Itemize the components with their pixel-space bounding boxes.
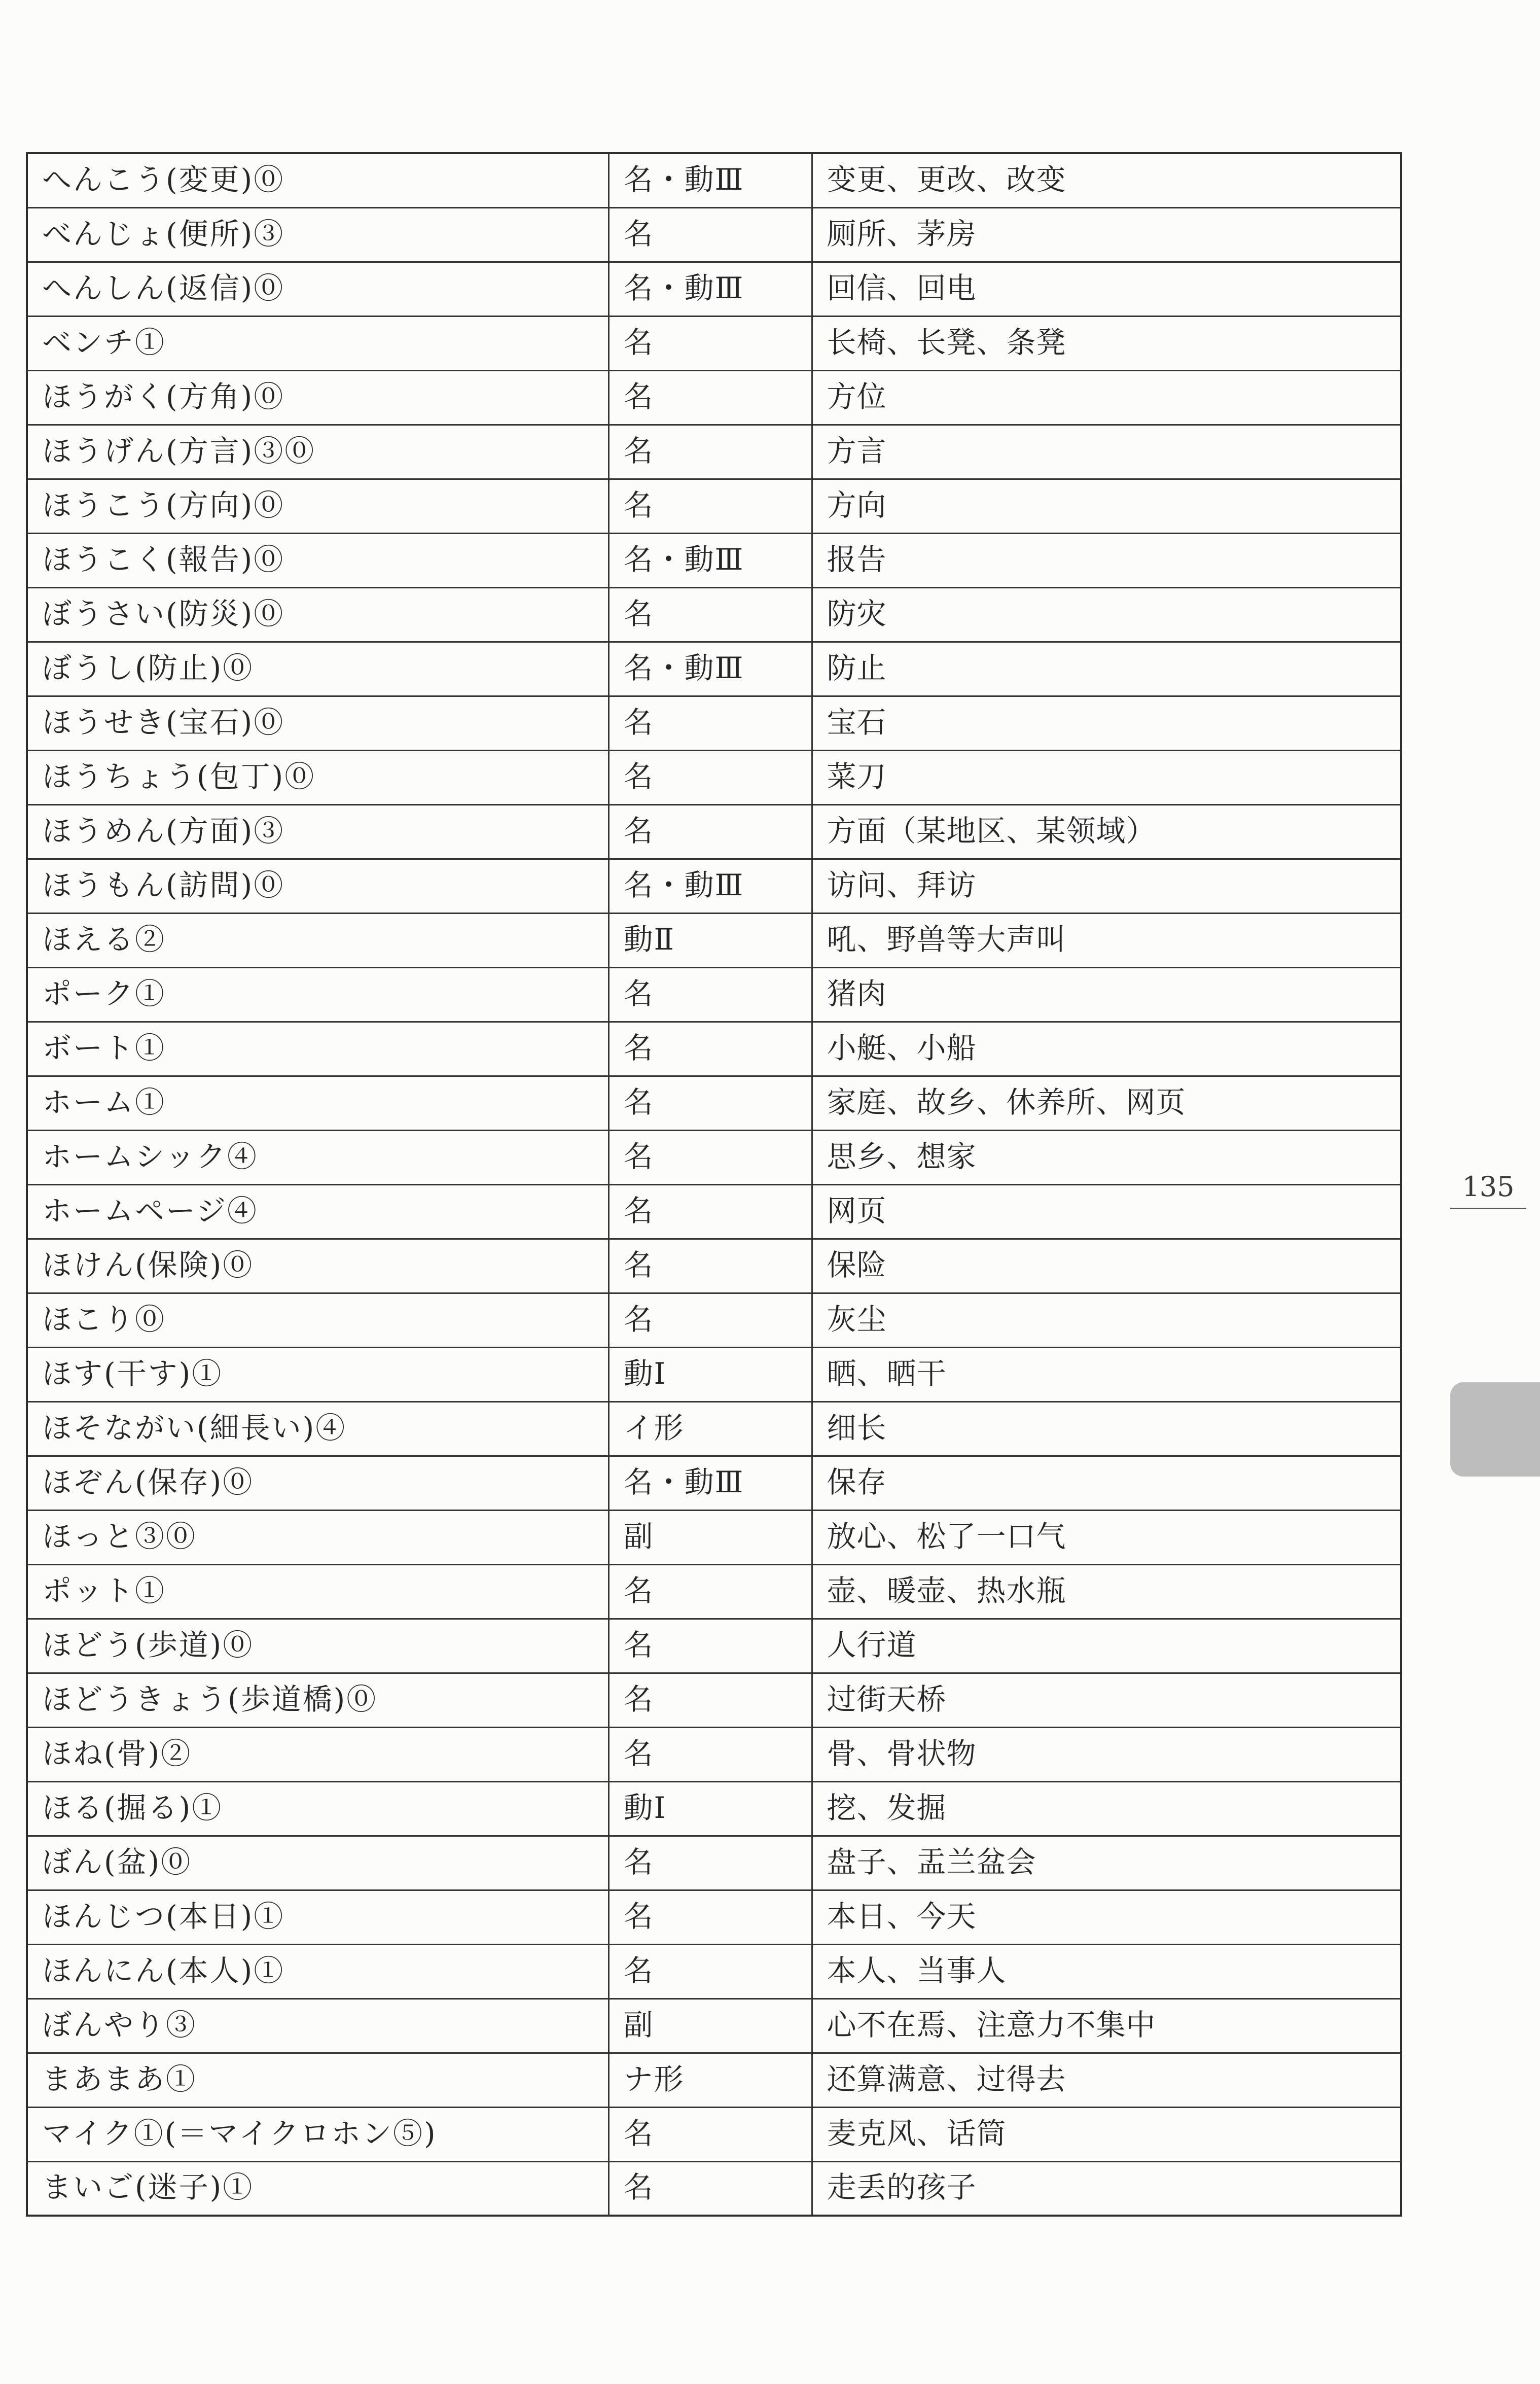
meaning-cell: 过街天桥 xyxy=(812,1673,1401,1727)
meaning-cell: 宝石 xyxy=(812,696,1401,750)
table-row xyxy=(27,207,1401,262)
table-row xyxy=(27,1727,1401,1781)
part-of-speech-cell: 名 xyxy=(608,1239,812,1293)
table-row xyxy=(27,533,1401,587)
table-row xyxy=(27,370,1401,425)
table-row xyxy=(27,967,1401,1022)
table-row xyxy=(27,1456,1401,1510)
part-of-speech-cell: 名 xyxy=(608,1076,812,1130)
meaning-cell: 人行道 xyxy=(812,1619,1401,1673)
meaning-cell: 晒、晒干 xyxy=(812,1347,1401,1401)
meaning-cell: 骨、骨状物 xyxy=(812,1727,1401,1781)
meaning-cell: 吼、野兽等大声叫 xyxy=(812,913,1401,967)
word-cell: ほっと③⓪ xyxy=(27,1510,608,1564)
table-row xyxy=(27,859,1401,913)
table-row xyxy=(27,1293,1401,1347)
page-number: 135 xyxy=(1450,1171,1526,1209)
meaning-cell: 厕所、茅房 xyxy=(812,207,1401,262)
meaning-cell: 长椅、长凳、条凳 xyxy=(812,316,1401,370)
meaning-cell: 本日、今天 xyxy=(812,1890,1401,1944)
part-of-speech-cell: 名 xyxy=(608,696,812,750)
meaning-cell: 访问、拜访 xyxy=(812,859,1401,913)
part-of-speech-cell: 名 xyxy=(608,1022,812,1076)
part-of-speech-cell: 名 xyxy=(608,370,812,425)
part-of-speech-cell: 名 xyxy=(608,1130,812,1184)
table-row xyxy=(27,1944,1401,1999)
part-of-speech-cell: 名 xyxy=(608,316,812,370)
meaning-cell: 方向 xyxy=(812,479,1401,533)
meaning-cell: 防灾 xyxy=(812,587,1401,642)
meaning-cell: 报告 xyxy=(812,533,1401,587)
part-of-speech-cell: 動Ⅰ xyxy=(608,1781,812,1836)
word-cell: ほす(干す)① xyxy=(27,1347,608,1401)
meaning-cell: 走丢的孩子 xyxy=(812,2161,1401,2216)
table-row xyxy=(27,1890,1401,1944)
word-cell: ほうがく(方角)⓪ xyxy=(27,370,608,425)
meaning-cell: 心不在焉、注意力不集中 xyxy=(812,1999,1401,2053)
table-row xyxy=(27,2053,1401,2107)
meaning-cell: 回信、回电 xyxy=(812,262,1401,316)
meaning-cell: 防止 xyxy=(812,642,1401,696)
part-of-speech-cell: 名 xyxy=(608,1890,812,1944)
part-of-speech-cell: 名 xyxy=(608,479,812,533)
word-cell: ほる(掘る)① xyxy=(27,1781,608,1836)
table-row xyxy=(27,642,1401,696)
table-row xyxy=(27,2161,1401,2216)
word-cell: ぼうさい(防災)⓪ xyxy=(27,587,608,642)
part-of-speech-cell: 名・動Ⅲ xyxy=(608,859,812,913)
part-of-speech-cell: 名・動Ⅲ xyxy=(608,1456,812,1510)
part-of-speech-cell: ナ形 xyxy=(608,2053,812,2107)
word-cell: べんじょ(便所)③ xyxy=(27,207,608,262)
table-row xyxy=(27,1076,1401,1130)
part-of-speech-cell: 動Ⅰ xyxy=(608,1347,812,1401)
word-cell: ほうもん(訪問)⓪ xyxy=(27,859,608,913)
meaning-cell: 保险 xyxy=(812,1239,1401,1293)
table-row xyxy=(27,913,1401,967)
part-of-speech-cell: 動Ⅱ xyxy=(608,913,812,967)
table-row xyxy=(27,750,1401,804)
word-cell: ほどうきょう(歩道橋)⓪ xyxy=(27,1673,608,1727)
word-cell: ほうこく(報告)⓪ xyxy=(27,533,608,587)
part-of-speech-cell: 名・動Ⅲ xyxy=(608,642,812,696)
table-row xyxy=(27,1022,1401,1076)
word-cell: ホーム① xyxy=(27,1076,608,1130)
part-of-speech-cell: 名 xyxy=(608,804,812,859)
table-row xyxy=(27,1836,1401,1890)
word-cell: ぼうし(防止)⓪ xyxy=(27,642,608,696)
part-of-speech-cell: 名 xyxy=(608,1293,812,1347)
word-cell: ほうげん(方言)③⓪ xyxy=(27,425,608,479)
word-cell: ほどう(歩道)⓪ xyxy=(27,1619,608,1673)
table-row xyxy=(27,1999,1401,2053)
part-of-speech-cell: 名 xyxy=(608,1564,812,1619)
thumb-index-tab xyxy=(1450,1382,1540,1477)
meaning-cell: 方面（某地区、某领域） xyxy=(812,804,1401,859)
meaning-cell: 网页 xyxy=(812,1184,1401,1239)
word-cell: マイク①(＝マイクロホン⑤) xyxy=(27,2107,608,2161)
word-cell: ポーク① xyxy=(27,967,608,1022)
word-cell: ベンチ① xyxy=(27,316,608,370)
meaning-cell: 放心、松了一口气 xyxy=(812,1510,1401,1564)
part-of-speech-cell: 名 xyxy=(608,967,812,1022)
table-row xyxy=(27,1347,1401,1401)
part-of-speech-cell: 名 xyxy=(608,1727,812,1781)
part-of-speech-cell: 副 xyxy=(608,1510,812,1564)
part-of-speech-cell: 名 xyxy=(608,1836,812,1890)
word-cell: ほぞん(保存)⓪ xyxy=(27,1456,608,1510)
meaning-cell: 盘子、盂兰盆会 xyxy=(812,1836,1401,1890)
part-of-speech-cell: 名 xyxy=(608,587,812,642)
word-cell: ほけん(保険)⓪ xyxy=(27,1239,608,1293)
part-of-speech-cell: イ形 xyxy=(608,1401,812,1456)
part-of-speech-cell: 名 xyxy=(608,750,812,804)
meaning-cell: 挖、发掘 xyxy=(812,1781,1401,1836)
table-row xyxy=(27,1184,1401,1239)
part-of-speech-cell: 名・動Ⅲ xyxy=(608,262,812,316)
meaning-cell: 方言 xyxy=(812,425,1401,479)
table-row xyxy=(27,1564,1401,1619)
word-cell: ほうせき(宝石)⓪ xyxy=(27,696,608,750)
word-cell: まいご(迷子)① xyxy=(27,2161,608,2216)
table-row xyxy=(27,1130,1401,1184)
vocabulary-table xyxy=(26,152,1402,2217)
word-cell: へんしん(返信)⓪ xyxy=(27,262,608,316)
word-cell: ボート① xyxy=(27,1022,608,1076)
part-of-speech-cell: 名 xyxy=(608,1944,812,1999)
table-row xyxy=(27,1510,1401,1564)
table-row xyxy=(27,587,1401,642)
meaning-cell: 麦克风、话筒 xyxy=(812,2107,1401,2161)
part-of-speech-cell: 副 xyxy=(608,1999,812,2053)
table-row xyxy=(27,153,1401,207)
part-of-speech-cell: 名・動Ⅲ xyxy=(608,533,812,587)
meaning-cell: 壶、暖壶、热水瓶 xyxy=(812,1564,1401,1619)
table-row xyxy=(27,316,1401,370)
table-row xyxy=(27,1239,1401,1293)
meaning-cell: 灰尘 xyxy=(812,1293,1401,1347)
meaning-cell: 保存 xyxy=(812,1456,1401,1510)
part-of-speech-cell: 名 xyxy=(608,425,812,479)
table-row xyxy=(27,1619,1401,1673)
meaning-cell: 变更、更改、改变 xyxy=(812,153,1401,207)
word-cell: ほえる② xyxy=(27,913,608,967)
vocabulary-table-body xyxy=(27,153,1401,2216)
meaning-cell: 本人、当事人 xyxy=(812,1944,1401,1999)
meaning-cell: 细长 xyxy=(812,1401,1401,1456)
meaning-cell: 猪肉 xyxy=(812,967,1401,1022)
word-cell: ホームシック④ xyxy=(27,1130,608,1184)
part-of-speech-cell: 名・動Ⅲ xyxy=(608,153,812,207)
word-cell: へんこう(変更)⓪ xyxy=(27,153,608,207)
word-cell: ほうこう(方向)⓪ xyxy=(27,479,608,533)
word-cell: まあまあ① xyxy=(27,2053,608,2107)
word-cell: ほんにん(本人)① xyxy=(27,1944,608,1999)
table-row xyxy=(27,696,1401,750)
meaning-cell: 思乡、想家 xyxy=(812,1130,1401,1184)
part-of-speech-cell: 名 xyxy=(608,1673,812,1727)
part-of-speech-cell: 名 xyxy=(608,1184,812,1239)
table-row xyxy=(27,1673,1401,1727)
meaning-cell: 家庭、故乡、休养所、网页 xyxy=(812,1076,1401,1130)
word-cell: ぼんやり③ xyxy=(27,1999,608,2053)
meaning-cell: 方位 xyxy=(812,370,1401,425)
table-row xyxy=(27,479,1401,533)
part-of-speech-cell: 名 xyxy=(608,1619,812,1673)
table-row xyxy=(27,425,1401,479)
table-row xyxy=(27,2107,1401,2161)
word-cell: ほんじつ(本日)① xyxy=(27,1890,608,1944)
word-cell: ほこり⓪ xyxy=(27,1293,608,1347)
word-cell: ほうめん(方面)③ xyxy=(27,804,608,859)
table-row xyxy=(27,1781,1401,1836)
meaning-cell: 菜刀 xyxy=(812,750,1401,804)
table-row xyxy=(27,1401,1401,1456)
word-cell: ほね(骨)② xyxy=(27,1727,608,1781)
word-cell: ほそながい(細長い)④ xyxy=(27,1401,608,1456)
meaning-cell: 小艇、小船 xyxy=(812,1022,1401,1076)
table-row xyxy=(27,804,1401,859)
word-cell: ホームページ④ xyxy=(27,1184,608,1239)
meaning-cell: 还算满意、过得去 xyxy=(812,2053,1401,2107)
table-row xyxy=(27,262,1401,316)
part-of-speech-cell: 名 xyxy=(608,2161,812,2216)
word-cell: ほうちょう(包丁)⓪ xyxy=(27,750,608,804)
word-cell: ポット① xyxy=(27,1564,608,1619)
word-cell: ぼん(盆)⓪ xyxy=(27,1836,608,1890)
part-of-speech-cell: 名 xyxy=(608,2107,812,2161)
part-of-speech-cell: 名 xyxy=(608,207,812,262)
